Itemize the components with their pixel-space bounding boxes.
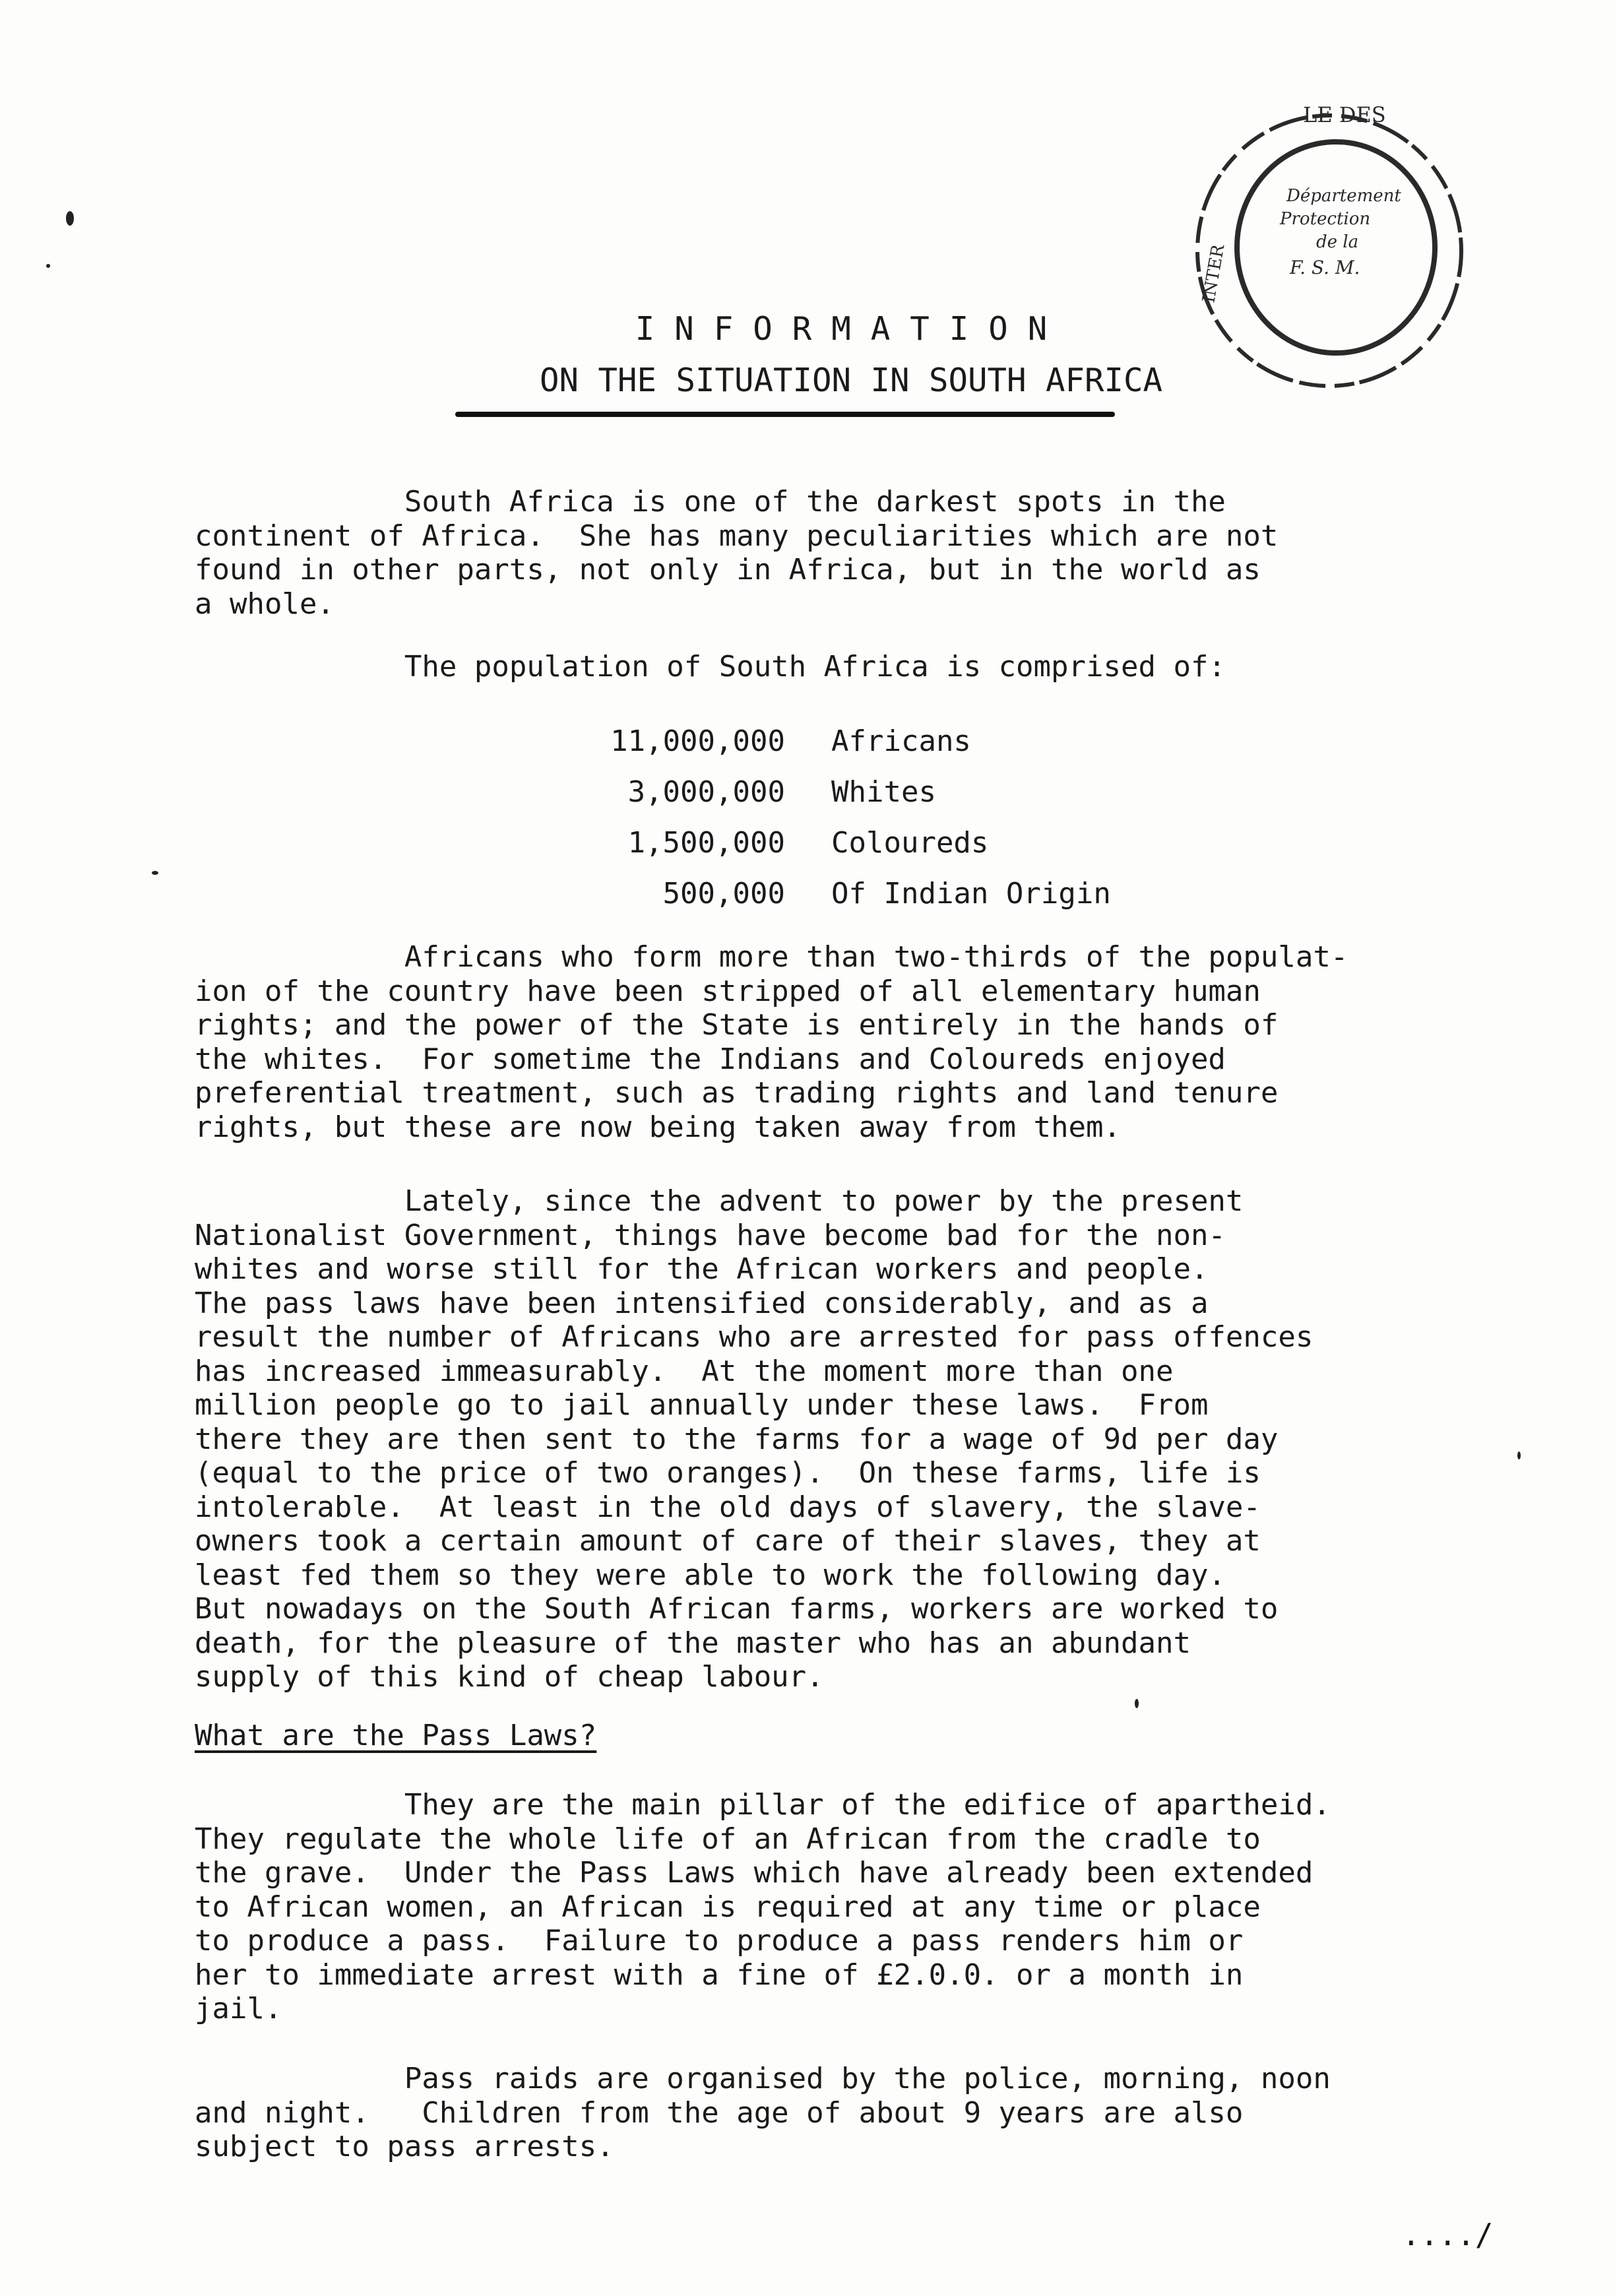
stamp-seal [1188, 92, 1478, 402]
document-subtitle: ON THE SITUATION IN SOUTH AFRICA [539, 362, 1162, 399]
population-label: Of Indian Origin [831, 877, 1111, 910]
continued-marker: ..../ [1402, 2217, 1494, 2252]
paragraph-pass-laws-explained: They are the main pillar of the edifice of apartheid. They regulate the whole life of an African from the cradle to the grave. Under the Pass Laws which have already been extended to African women, an African is required at any time or place to produce a pass. Failure to produce a pass renders him or her to immediate arrest with a fine of £2.0.0. or a month in jail. [195, 1788, 1331, 2025]
population-table [541, 716, 1111, 919]
paragraph-rights: Africans who form more than two-thirds of the populat- ion of the country have been stripped of all elementary human rights; and the power of the State is entirely in the hands of the whites. For sometime the Indians and Coloureds enjoyed preferential treatment, such as trading rights and land tenure rights, but these are now being taken away from them. [195, 940, 1348, 1144]
population-row [541, 767, 1111, 817]
population-number: 3,000,000 [627, 775, 785, 809]
stamp-line-3: de la [1316, 232, 1359, 252]
scan-speck [46, 264, 50, 268]
section-heading: What are the Pass Laws? [195, 1719, 597, 1752]
population-number: 1,500,000 [627, 826, 785, 860]
stamp-line-2: Protection [1280, 209, 1371, 229]
population-number: 500,000 [662, 877, 785, 910]
paragraph-population-intro: The population of South Africa is comprised of: [195, 650, 1226, 684]
population-number: 11,000,000 [610, 724, 785, 758]
stamp-side-text: INTER [1199, 243, 1229, 305]
scan-speck [152, 871, 158, 875]
stamp-top-text: LE DES [1303, 102, 1386, 127]
population-row [541, 868, 1111, 919]
scan-speck [1517, 1451, 1521, 1459]
stamp-line-1: Département [1286, 186, 1401, 206]
population-row [541, 817, 1111, 868]
scan-speck [1135, 1699, 1139, 1708]
paragraph-pass-laws-intensified: Lately, since the advent to power by the present Nationalist Government, things have become bad for the non- whites and worse still for the African workers and people. The pass laws have been intensified considerably, and as a result the number of Africans who are arrested for pass offences has increased immeasurably. At the moment more than one million people go to jail annually under these laws. From there they are then sent to the farms for a wage of 9d per day (equal to the price of two oranges). On these farms, life is intolerable. At least in the old days of slavery, the slave- owners took a certain amount of care of their slaves, they at least fed them so they were able to work the following day. But nowadays on the South African farms, workers are worked to death, for the pleasure of the master who has an abundant supply of this kind of cheap labour. [195, 1184, 1314, 1694]
paragraph-intro: South Africa is one of the darkest spots in the continent of Africa. She has many peculiarities which are not found in other parts, not only in Africa, but in the world as a whole. [195, 485, 1279, 621]
population-label: Whites [831, 775, 936, 809]
population-row [541, 716, 1111, 767]
scan-speck [66, 211, 74, 226]
stamp-line-4: F. S. M. [1290, 257, 1360, 278]
title-underline [455, 412, 1115, 417]
population-label: Africans [831, 724, 971, 758]
population-label: Coloureds [831, 826, 989, 860]
paragraph-pass-raids: Pass raids are organised by the police, morning, noon and night. Children from the age of about 9 years are also subject to pass arrests. [195, 2062, 1331, 2163]
document-title: INFORMATION [635, 310, 1067, 348]
